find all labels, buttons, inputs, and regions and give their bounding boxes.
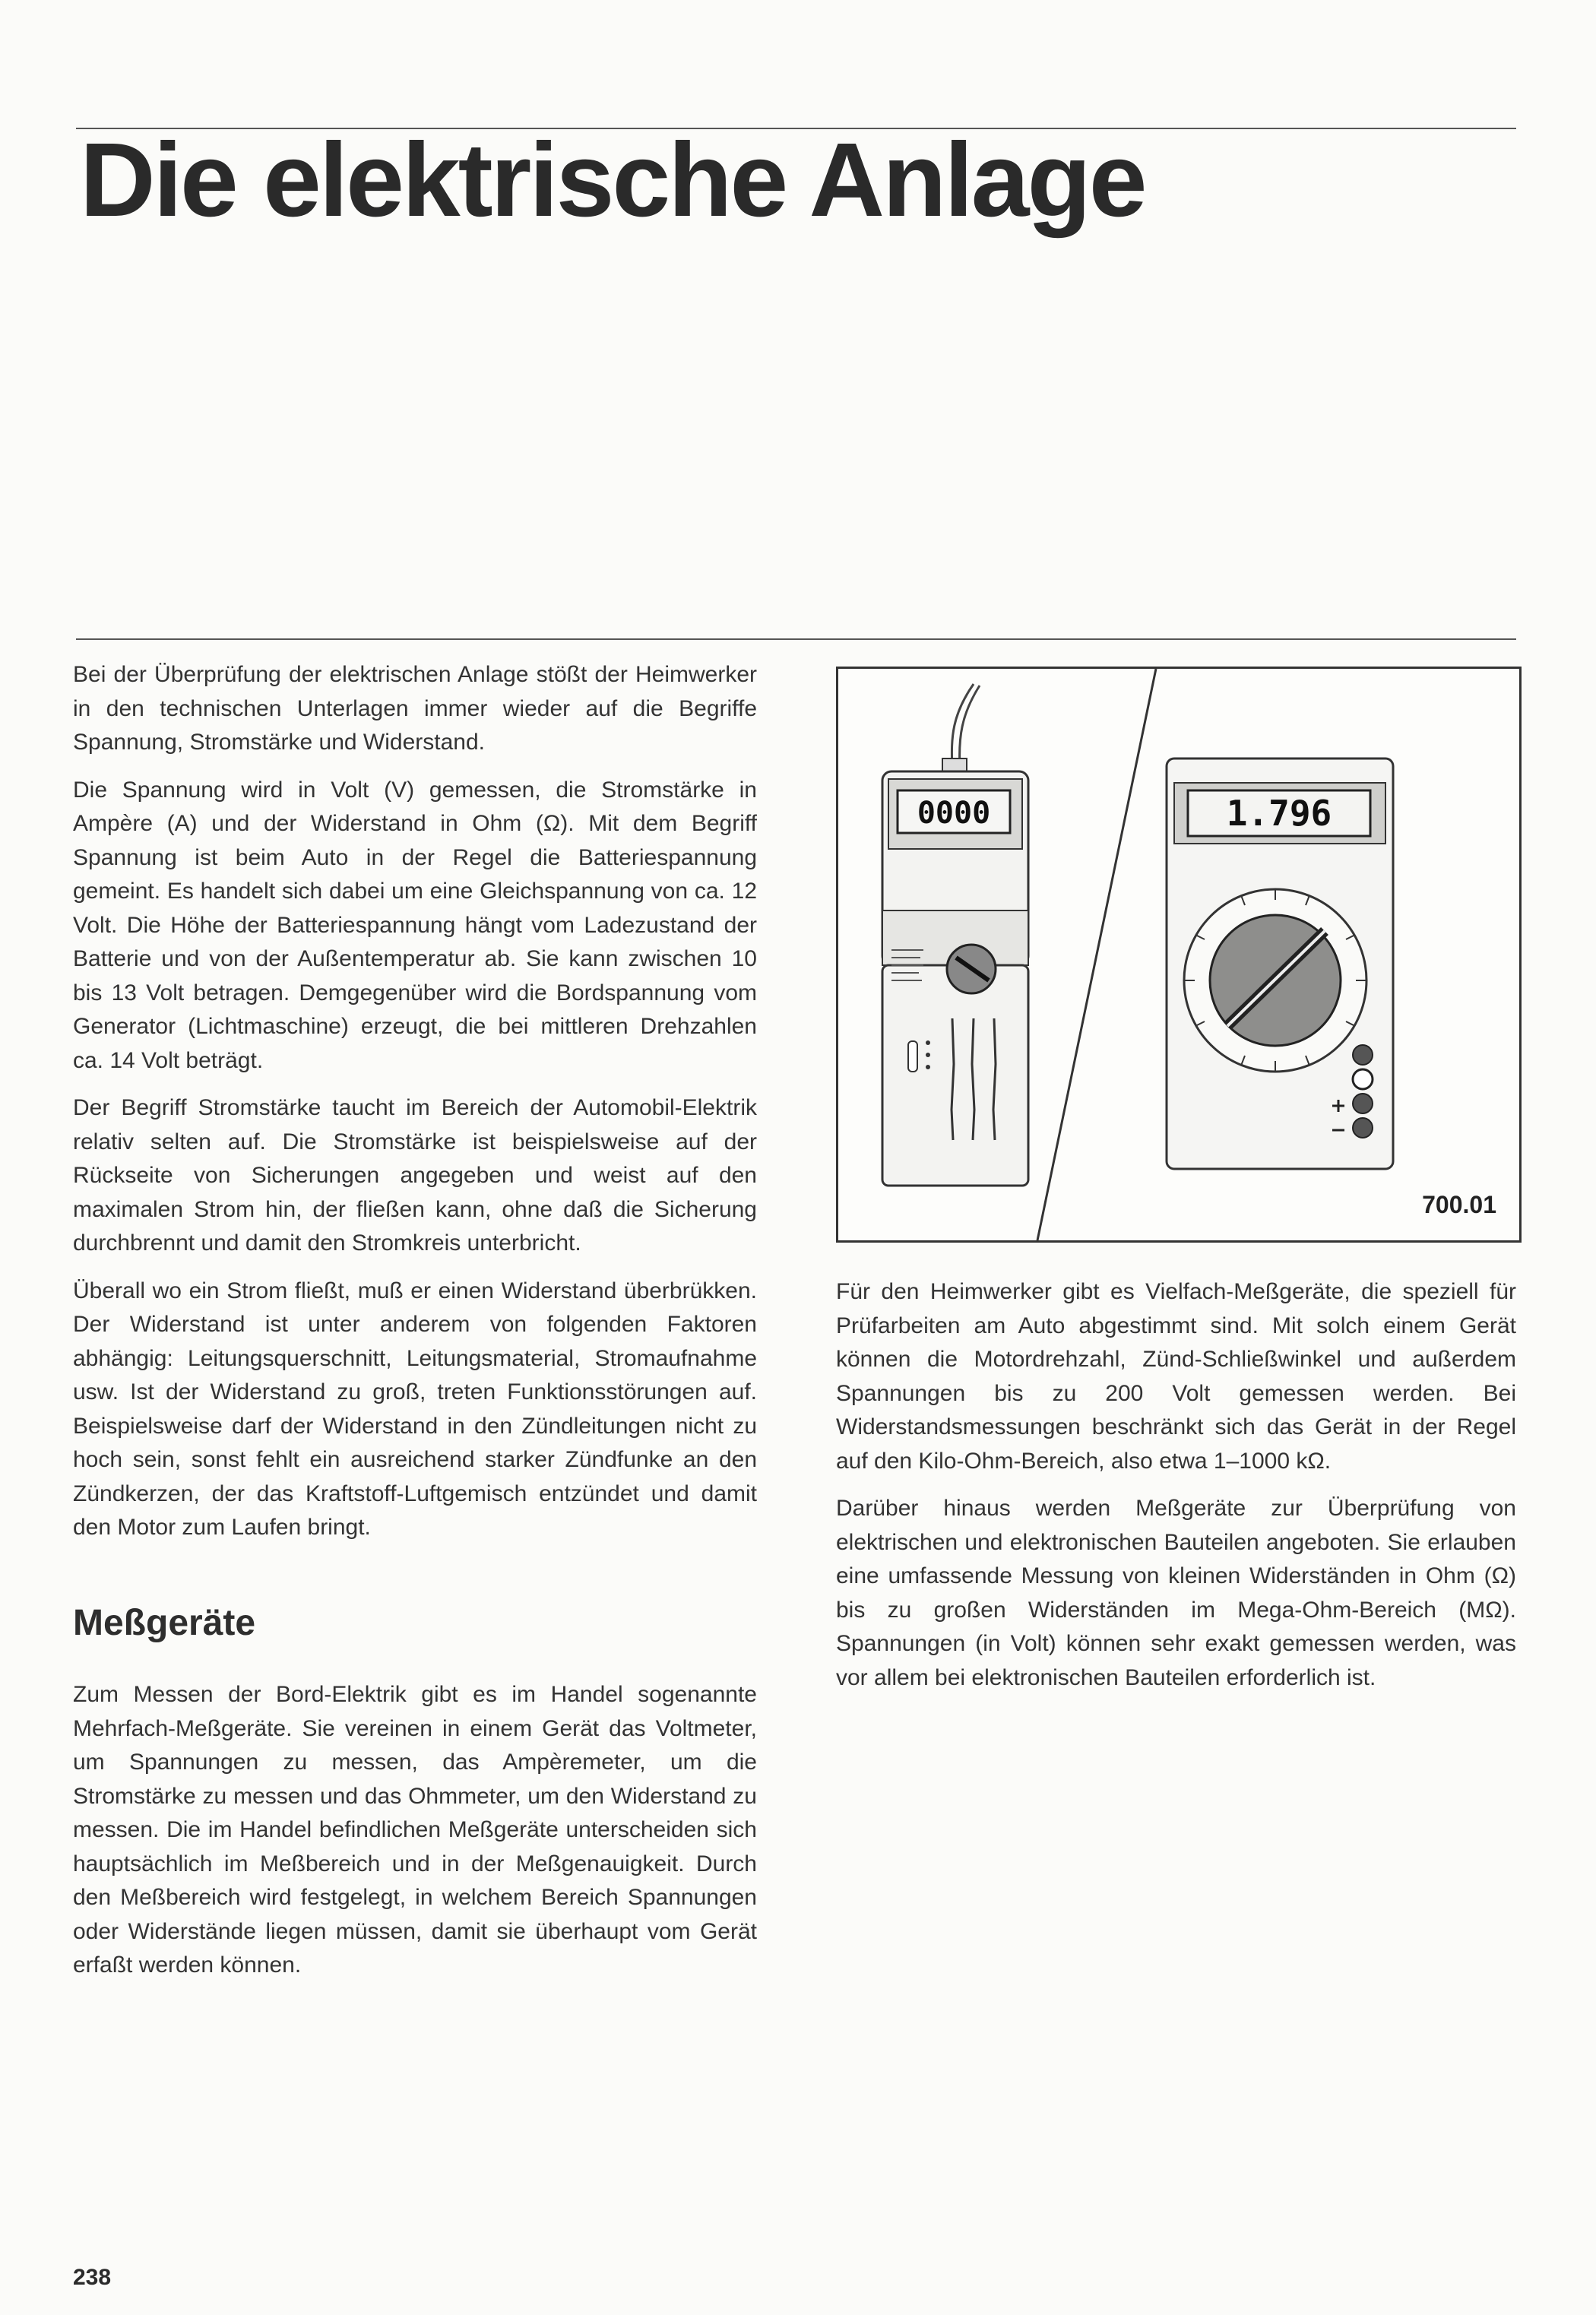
section-body xyxy=(73,1678,757,1997)
page-title: Die elektrische Anlage xyxy=(80,122,1145,239)
paragraph: Der Begriff Stromstärke taucht im Bereich der Automobil-Elektrik relativ selten auf. Die Stromstärke ist beispielsweise auf der Rückseite von Sicherungen angegeben und weist auf den maximalen Strom hin, der fließen kann, ohne daß die Sicherung durchbrennt und damit den Stromkreis unterbricht. xyxy=(73,1095,757,1256)
paragraph: Darüber hinaus werden Meßgeräte zur Überprüfung von elektrischen und elektronischen Bauteilen angeboten. Sie erlauben eine umfassende Messung von kleinen Widerständen in Ohm (Ω) bis zu großen Widerständen im Mega-Ohm-Bereich (MΩ). Spannungen (in Volt) können sehr exakt gemessen werden, was vor allem bei elektronischen Bauteilen erforderlich ist. xyxy=(836,1496,1516,1690)
right-column xyxy=(836,1275,1516,1709)
paragraph: Die Spannung wird in Volt (V) gemessen, die Stromstärke in Ampère (A) und der Widerstand in Ohm (Ω). Mit dem Begriff Spannung ist beim Auto in der Regel die Batteriespannung gemeint. Es handelt sich dabei um eine Gleichspannung von ca. 12 Volt. Die Höhe der Batteriespannung hängt vom Ladezustand der Batterie und von der Außentemperatur ab. Sie kann zwischen 10 bis 13 Volt betragen. Demgegenüber wird die Bordspannung vom Generator (Lichtmaschine) erzeugt, die bei mittleren Drehzahlen ca. 14 Volt beträgt. xyxy=(73,777,757,1073)
multimeter-illustration xyxy=(838,669,1519,1240)
jack-2 xyxy=(1353,1069,1373,1089)
meter-right xyxy=(1167,758,1393,1169)
jack-3 xyxy=(1353,1094,1373,1113)
section-heading: Meßgeräte xyxy=(73,1603,256,1643)
page-number: 238 xyxy=(73,2265,112,2290)
jack-1 xyxy=(1353,1045,1373,1065)
paragraph: Zum Messen der Bord-Elektrik gibt es im Handel sogenannte Mehrfach-Meßgeräte. Sie vereinen in einem Gerät das Voltmeter, um Spannungen zu messen, das Ampèremeter, um die Stromstärke zu messen und das Ohmmeter, um den Widerstand zu messen. Die im Handel befindlichen Meßgeräte unterscheiden sich hauptsächlich im Meßbereich und in der Meßgenauigkeit. Durch den Meßbereich wird festgelegt, in welchem Bereich Spannungen oder Widerstände liegen müssen, damit sie überhaupt vom Gerät erfaßt werden können. xyxy=(73,1682,757,1978)
meter-left xyxy=(882,684,1028,1186)
figure-label: 700.01 xyxy=(1422,1191,1496,1218)
meter-left-bottom-housing xyxy=(882,965,1028,1186)
paragraph: Für den Heimwerker gibt es Vielfach-Meßgeräte, die speziell für Prüfarbeiten am Auto abgestimmt sind. Mit solch einem Gerät können die Motordrehzahl, Zünd-Schließwinkel und außerdem Spannungen bis zu 200 Volt gemessen werden. Bei Widerstandsmessungen beschränkt sich das Gerät in der Regel auf den Kilo-Ohm-Bereich, also etwa 1–1000 kΩ. xyxy=(836,1279,1516,1474)
section-rule xyxy=(76,638,1516,640)
multimeter-figure xyxy=(836,667,1522,1243)
paragraph: Bei der Überprüfung der elektrischen Anlage stößt der Heimwerker in den technischen Unterlagen immer wieder auf die Begriffe Spannung, Stromstärke und Widerstand. xyxy=(73,662,757,755)
meter-left-display-value: 0000 xyxy=(917,796,991,831)
meter-right-display-value: 1.796 xyxy=(1226,793,1332,834)
paragraph: Überall wo ein Strom fließt, muß er einen Widerstand überbrükken. Der Widerstand ist unter anderem von folgenden Faktoren abhängig: Leitungsquerschnitt, Leitungsmaterial, Stromaufnahme usw. Ist der Widerstand zu groß, treten Funktionsstörungen auf. Beispielsweise darf der Widerstand in den Zündleitungen nicht zu hoch sein, sonst fehlt ein ausreichend starker Zündfunke an den Zündkerzen, der das Kraftstoff-Luftgemisch entzündet und damit den Motor zum Laufen bringt. xyxy=(73,1278,757,1540)
divider-line xyxy=(1037,669,1156,1240)
left-column xyxy=(73,658,757,1559)
jack-4 xyxy=(1353,1118,1373,1138)
